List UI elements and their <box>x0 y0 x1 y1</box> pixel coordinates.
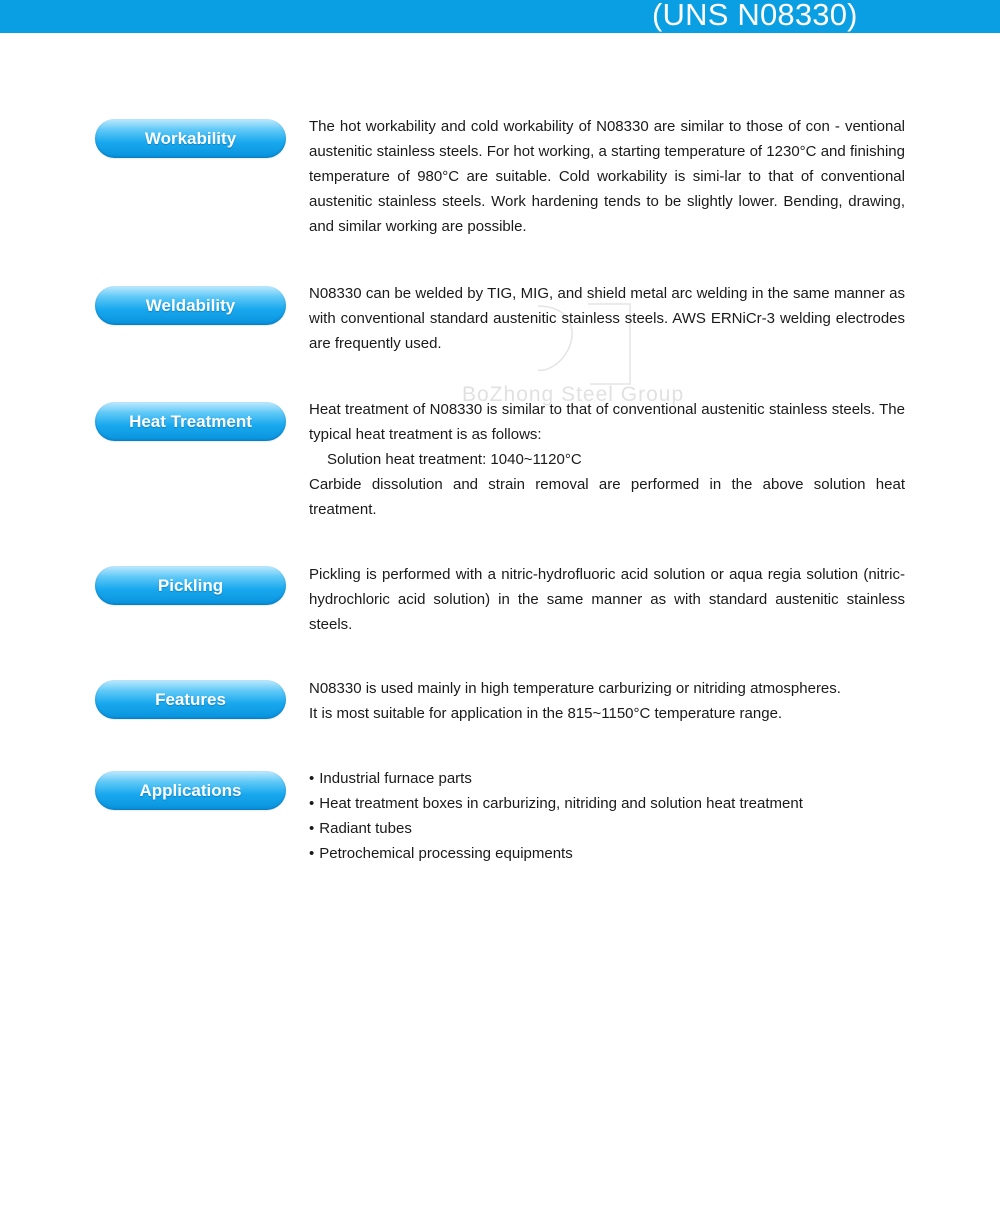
section-label-applications: Applications <box>95 771 286 810</box>
section-body-features <box>309 676 905 726</box>
paragraph: Carbide dissolution and strain removal are performed in the above solution heat treatment. <box>309 476 905 518</box>
list-item: • Industrial furnace parts <box>309 766 905 791</box>
section-label-weldability: Weldability <box>95 286 286 325</box>
applications-list <box>309 766 905 866</box>
section-body-heat-treatment <box>309 397 905 522</box>
paragraph: Solution heat treatment: 1040~1120°C <box>327 451 582 468</box>
paragraph: N08330 can be welded by TIG, MIG, and shield metal arc welding in the same manner as with conventional standard austenitic stainless steels. AWS ERNiCr-3 welding electrodes are frequently used. <box>309 285 905 352</box>
section-label-workability: Workability <box>95 119 286 158</box>
list-item: • Radiant tubes <box>309 816 905 841</box>
list-item: • Petrochemical processing equipments <box>309 841 905 866</box>
section-body-applications <box>309 766 905 866</box>
paragraph: Heat treatment of N08330 is similar to that of conventional austenitic stainless steels. The typical heat treatment is as follows: <box>309 401 905 443</box>
page-title: (UNS N08330) <box>652 0 858 32</box>
paragraph: The hot workability and cold workability of N08330 are similar to those of con - ventional austenitic stainless steels. For hot working, a starting temperature of 1230°C and finishing temperature of 980°C are suitable. Cold workability is simi-lar to that of conventional austenitic stainless steels. Work hardening tends to be slightly lower. Bending, drawing, and similar working are possible. <box>309 118 905 235</box>
watermark-text: BoZhong Steel Group <box>462 383 685 406</box>
list-item: • Heat treatment boxes in carburizing, nitriding and solution heat treatment <box>309 791 905 816</box>
paragraph: N08330 is used mainly in high temperature carburizing or nitriding atmospheres. <box>309 680 841 697</box>
section-body-workability <box>309 114 905 239</box>
header-bar <box>0 0 1000 33</box>
section-body-pickling <box>309 562 905 637</box>
section-body-weldability <box>309 281 905 356</box>
paragraph: It is most suitable for application in the 815~1150°C temperature range. <box>309 705 783 722</box>
paragraph: Pickling is performed with a nitric-hydrofluoric acid solution or aqua regia solution (nitric-hydrochloric acid solution) in the same manner as with standard austenitic stainless steels. <box>309 566 905 633</box>
section-label-features: Features <box>95 680 286 719</box>
section-label-heat-treatment: Heat Treatment <box>95 402 286 441</box>
section-label-pickling: Pickling <box>95 566 286 605</box>
